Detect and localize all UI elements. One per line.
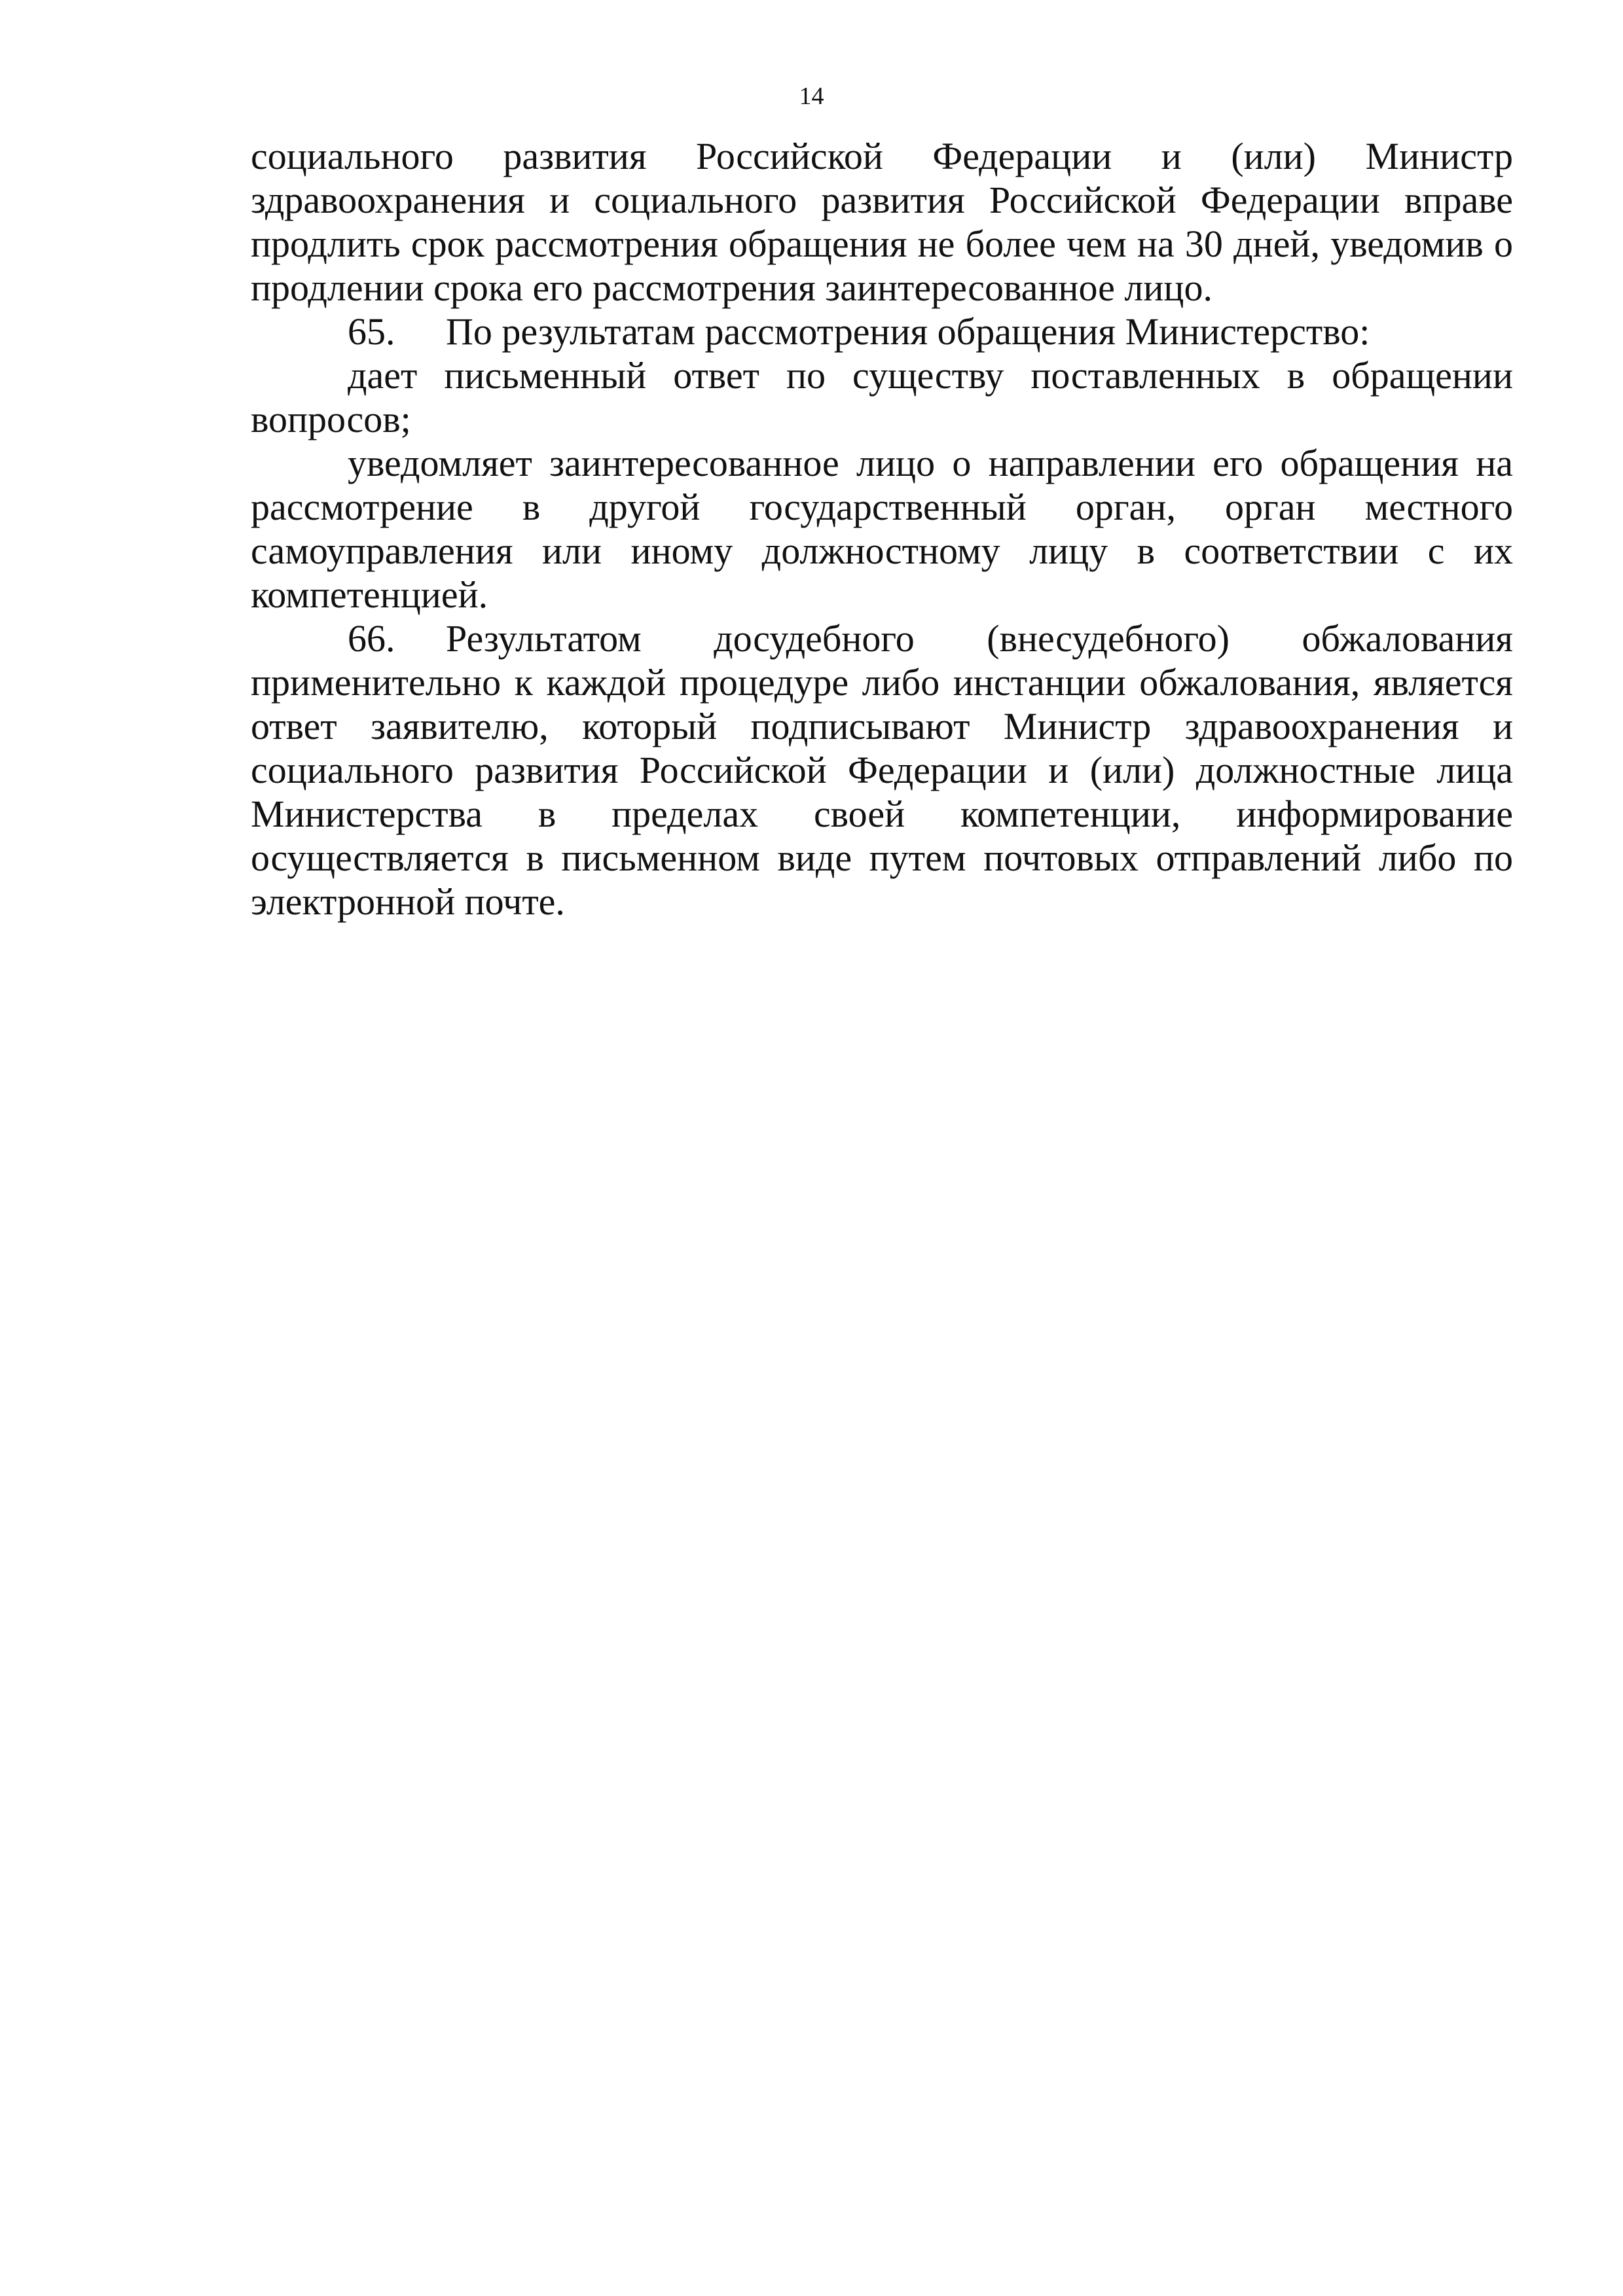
paragraph-66 [251,617,1513,924]
paragraph-number: 66. [348,617,395,660]
paragraph-number: 65. [348,310,395,353]
paragraph-written-answer [251,353,1513,441]
paragraph-65 [251,310,1513,353]
document-body [251,134,1513,924]
paragraph-text: социального развития Российской Федерации и (или) Министр здравоохранения и социального развития Российской Федерации вправе продлить срок рассмотрения обращения не более чем на 30 дней, уведомив о продлении срока его рассмотрения заинтересованное лицо. [251,135,1513,309]
paragraph-text: Результатом досудебного (внесудебного) обжалования применительно к каждой процедуре либо инстанции обжалования, является ответ заявителю, который подписывают Министр здравоохранения и социального развития Российской Федерации и (или) должностные лица Министерства в пределах своей компетенции, информирование осуществляется в письменном виде путем почтовых отправлений либо по электронной почте. [251,617,1513,923]
page-number: 14 [799,82,824,110]
paragraph-text: уведомляет заинтересованное лицо о направлении его обращения на рассмотрение в другой государственный орган, орган местного самоуправления или иному должностному лицу в соответствии с их компетенцией. [251,442,1513,616]
paragraph-notification [251,441,1513,617]
paragraph-text: дает письменный ответ по существу поставленных в обращении вопросов; [251,354,1513,440]
paragraph-text: По результатам рассмотрения обращения Министерство: [446,310,1370,353]
paragraph-continuation [251,134,1513,310]
